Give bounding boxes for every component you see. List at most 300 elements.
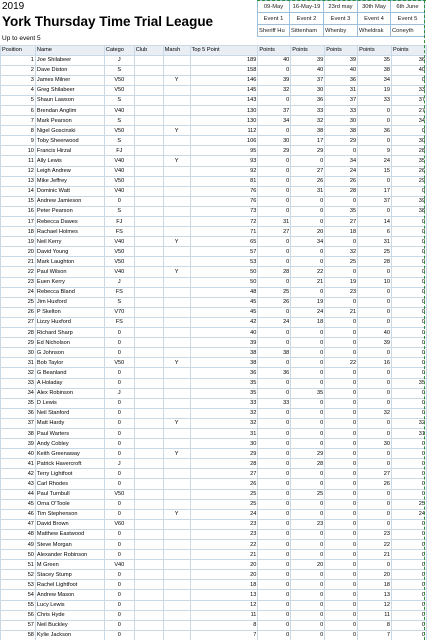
table-cell[interactable]: [134, 277, 163, 287]
table-cell[interactable]: [163, 55, 190, 65]
table-cell[interactable]: 0: [392, 630, 427, 640]
table-cell[interactable]: 0: [258, 519, 291, 529]
table-cell[interactable]: 189: [190, 55, 258, 65]
table-cell[interactable]: 0: [392, 580, 427, 590]
table-cell[interactable]: 20: [190, 560, 258, 570]
table-cell[interactable]: 0: [291, 620, 325, 630]
table-cell[interactable]: 27: [392, 105, 427, 115]
table-cell[interactable]: 0: [325, 398, 358, 408]
table-cell[interactable]: 0: [325, 610, 358, 620]
table-cell[interactable]: Y: [163, 126, 190, 136]
table-cell[interactable]: 0: [104, 338, 134, 348]
table-cell[interactable]: [163, 186, 190, 196]
table-cell[interactable]: 0: [325, 418, 358, 428]
table-cell[interactable]: 0: [325, 600, 358, 610]
table-cell[interactable]: 0: [325, 540, 358, 550]
points-header[interactable]: Points: [358, 46, 392, 56]
table-cell[interactable]: [134, 307, 163, 317]
table-cell[interactable]: 29: [325, 136, 358, 146]
table-cell[interactable]: 0: [392, 408, 427, 418]
event-venue-cell[interactable]: Whenby: [324, 25, 358, 37]
table-cell[interactable]: 0: [104, 408, 134, 418]
table-cell[interactable]: 0: [358, 307, 392, 317]
table-cell[interactable]: 18: [190, 580, 258, 590]
table-cell[interactable]: 2: [1, 65, 36, 75]
table-cell[interactable]: 0: [104, 630, 134, 640]
table-cell[interactable]: 39: [325, 55, 358, 65]
table-cell[interactable]: 0: [325, 489, 358, 499]
table-cell[interactable]: [134, 469, 163, 479]
table-cell[interactable]: 40: [392, 65, 427, 75]
table-cell[interactable]: 0: [392, 398, 427, 408]
table-cell[interactable]: Nigel Goscinski: [35, 126, 104, 136]
table-cell[interactable]: 0: [392, 550, 427, 560]
table-cell[interactable]: 24: [1, 287, 36, 297]
table-cell[interactable]: [163, 519, 190, 529]
table-cell[interactable]: 32: [392, 418, 427, 428]
table-cell[interactable]: 56: [1, 610, 36, 620]
table-cell[interactable]: 0: [392, 328, 427, 338]
table-cell[interactable]: Ally Lewis: [35, 156, 104, 166]
table-cell[interactable]: Euen Kerry: [35, 277, 104, 287]
table-cell[interactable]: 22: [358, 540, 392, 550]
points-header[interactable]: Points: [392, 46, 427, 56]
table-cell[interactable]: 38: [190, 348, 258, 358]
points-header[interactable]: Points: [291, 46, 325, 56]
table-cell[interactable]: Rebecca Dawes: [35, 217, 104, 227]
table-cell[interactable]: [163, 590, 190, 600]
table-cell[interactable]: 0: [258, 529, 291, 539]
table-cell[interactable]: [134, 126, 163, 136]
table-cell[interactable]: 0: [258, 489, 291, 499]
table-cell[interactable]: 0: [325, 499, 358, 509]
table-cell[interactable]: 0: [291, 287, 325, 297]
table-cell[interactable]: 39: [1, 439, 36, 449]
table-cell[interactable]: [163, 408, 190, 418]
table-cell[interactable]: 28: [358, 257, 392, 267]
table-cell[interactable]: 35: [392, 156, 427, 166]
table-cell[interactable]: 0: [258, 459, 291, 469]
event-venue-cell[interactable]: Coneyth: [391, 25, 425, 37]
table-cell[interactable]: 24: [190, 509, 258, 519]
table-cell[interactable]: 146: [190, 75, 258, 85]
table-cell[interactable]: 52: [1, 570, 36, 580]
table-cell[interactable]: [163, 206, 190, 216]
table-cell[interactable]: 22: [1, 267, 36, 277]
table-cell[interactable]: [134, 55, 163, 65]
table-cell[interactable]: 0: [392, 560, 427, 570]
table-cell[interactable]: Y: [163, 418, 190, 428]
table-cell[interactable]: [134, 196, 163, 206]
table-cell[interactable]: 20: [291, 227, 325, 237]
table-cell[interactable]: 0: [392, 620, 427, 630]
table-cell[interactable]: 0: [325, 580, 358, 590]
table-cell[interactable]: 31: [190, 428, 258, 438]
table-cell[interactable]: [163, 95, 190, 105]
table-cell[interactable]: 0: [325, 338, 358, 348]
table-cell[interactable]: 41: [1, 459, 36, 469]
table-cell[interactable]: 26: [358, 479, 392, 489]
table-cell[interactable]: 35: [325, 206, 358, 216]
column-header[interactable]: Catego: [104, 46, 134, 56]
table-cell[interactable]: [163, 620, 190, 630]
table-cell[interactable]: 35: [392, 378, 427, 388]
table-cell[interactable]: 35: [190, 388, 258, 398]
table-cell[interactable]: 0: [258, 237, 291, 247]
table-cell[interactable]: Leigh Andrew: [35, 166, 104, 176]
table-cell[interactable]: [163, 307, 190, 317]
table-cell[interactable]: 34: [258, 116, 291, 126]
table-cell[interactable]: 36: [1, 408, 36, 418]
table-cell[interactable]: [163, 227, 190, 237]
table-cell[interactable]: 0: [325, 630, 358, 640]
table-cell[interactable]: Steve Morgan: [35, 540, 104, 550]
table-cell[interactable]: 16: [358, 358, 392, 368]
table-cell[interactable]: David Young: [35, 247, 104, 257]
table-cell[interactable]: 34: [392, 116, 427, 126]
table-cell[interactable]: 43: [1, 479, 36, 489]
table-cell[interactable]: 57: [190, 247, 258, 257]
table-cell[interactable]: 0: [392, 439, 427, 449]
table-cell[interactable]: [163, 398, 190, 408]
table-cell[interactable]: Matt Hardy: [35, 418, 104, 428]
table-cell[interactable]: 15: [1, 196, 36, 206]
table-cell[interactable]: 0: [258, 307, 291, 317]
table-cell[interactable]: FJ: [104, 146, 134, 156]
table-cell[interactable]: Terry Lightfoot: [35, 469, 104, 479]
table-cell[interactable]: 28: [190, 459, 258, 469]
table-cell[interactable]: [163, 297, 190, 307]
table-cell[interactable]: S: [104, 136, 134, 146]
event-date-cell[interactable]: 09-May: [258, 1, 290, 13]
table-cell[interactable]: [134, 610, 163, 620]
table-cell[interactable]: 40: [190, 328, 258, 338]
table-cell[interactable]: 0: [258, 600, 291, 610]
table-cell[interactable]: 130: [190, 105, 258, 115]
table-cell[interactable]: [163, 469, 190, 479]
table-cell[interactable]: 38: [358, 65, 392, 75]
table-cell[interactable]: 0: [392, 317, 427, 327]
table-cell[interactable]: 7: [190, 630, 258, 640]
table-cell[interactable]: 1: [1, 55, 36, 65]
table-cell[interactable]: [163, 65, 190, 75]
table-cell[interactable]: 6: [1, 105, 36, 115]
table-cell[interactable]: 23: [1, 277, 36, 287]
table-cell[interactable]: 0: [358, 136, 392, 146]
table-cell[interactable]: 29: [258, 146, 291, 156]
table-cell[interactable]: [134, 75, 163, 85]
table-cell[interactable]: 0: [291, 196, 325, 206]
table-cell[interactable]: [163, 459, 190, 469]
table-cell[interactable]: 0: [358, 378, 392, 388]
table-cell[interactable]: [134, 489, 163, 499]
table-cell[interactable]: 36: [325, 75, 358, 85]
table-cell[interactable]: [134, 317, 163, 327]
table-cell[interactable]: Rachel Lightfoot: [35, 580, 104, 590]
table-cell[interactable]: 0: [291, 378, 325, 388]
table-cell[interactable]: [134, 186, 163, 196]
table-cell[interactable]: [134, 217, 163, 227]
table-cell[interactable]: 0: [358, 206, 392, 216]
table-cell[interactable]: 9: [358, 146, 392, 156]
table-cell[interactable]: 17: [291, 136, 325, 146]
table-cell[interactable]: 40: [358, 328, 392, 338]
table-cell[interactable]: [134, 449, 163, 459]
table-cell[interactable]: 0: [325, 529, 358, 539]
table-cell[interactable]: 54: [1, 590, 36, 600]
table-cell[interactable]: [134, 499, 163, 509]
table-cell[interactable]: 42: [190, 317, 258, 327]
table-cell[interactable]: 0: [258, 206, 291, 216]
table-cell[interactable]: Tim Stephenson: [35, 509, 104, 519]
table-cell[interactable]: 33: [190, 398, 258, 408]
table-cell[interactable]: 17: [358, 186, 392, 196]
table-cell[interactable]: 0: [291, 428, 325, 438]
table-cell[interactable]: [134, 398, 163, 408]
table-cell[interactable]: David Brown: [35, 519, 104, 529]
table-cell[interactable]: Stacey Stump: [35, 570, 104, 580]
table-cell[interactable]: [163, 277, 190, 287]
table-cell[interactable]: 0: [325, 459, 358, 469]
table-cell[interactable]: 0: [258, 247, 291, 257]
table-cell[interactable]: 0: [392, 75, 427, 85]
table-cell[interactable]: Lucy Lewis: [35, 600, 104, 610]
table-cell[interactable]: 24: [392, 509, 427, 519]
table-cell[interactable]: [163, 176, 190, 186]
table-cell[interactable]: [134, 439, 163, 449]
table-cell[interactable]: [163, 105, 190, 115]
table-cell[interactable]: 0: [258, 428, 291, 438]
table-cell[interactable]: 0: [325, 439, 358, 449]
table-cell[interactable]: 0: [358, 398, 392, 408]
table-cell[interactable]: 27: [1, 317, 36, 327]
table-cell[interactable]: [134, 338, 163, 348]
table-cell[interactable]: 0: [104, 540, 134, 550]
table-cell[interactable]: 0: [258, 439, 291, 449]
table-cell[interactable]: 35: [1, 398, 36, 408]
table-cell[interactable]: 0: [258, 540, 291, 550]
table-cell[interactable]: 0: [358, 489, 392, 499]
table-cell[interactable]: 27: [358, 469, 392, 479]
table-cell[interactable]: 21: [291, 277, 325, 287]
table-cell[interactable]: [134, 378, 163, 388]
table-cell[interactable]: 25: [325, 257, 358, 267]
table-cell[interactable]: 37: [392, 95, 427, 105]
table-cell[interactable]: 27: [325, 217, 358, 227]
table-cell[interactable]: 38: [325, 126, 358, 136]
table-cell[interactable]: 49: [1, 540, 36, 550]
table-cell[interactable]: [163, 540, 190, 550]
table-cell[interactable]: [163, 247, 190, 257]
table-cell[interactable]: 0: [392, 590, 427, 600]
table-cell[interactable]: 0: [258, 499, 291, 509]
table-cell[interactable]: 73: [190, 206, 258, 216]
table-cell[interactable]: 37: [325, 95, 358, 105]
table-cell[interactable]: Francis Hirzal: [35, 146, 104, 156]
table-cell[interactable]: [163, 378, 190, 388]
table-cell[interactable]: 15: [358, 166, 392, 176]
event-venue-cell[interactable]: Sheriff Hu: [258, 25, 290, 37]
table-cell[interactable]: [163, 348, 190, 358]
table-cell[interactable]: [134, 297, 163, 307]
table-cell[interactable]: 21: [358, 550, 392, 560]
table-cell[interactable]: 33: [325, 105, 358, 115]
table-cell[interactable]: Matthew Eastwood: [35, 529, 104, 539]
event-event-cell[interactable]: Event 5: [391, 13, 425, 25]
table-cell[interactable]: 0: [291, 479, 325, 489]
table-cell[interactable]: 25: [1, 297, 36, 307]
table-cell[interactable]: 30: [190, 439, 258, 449]
table-cell[interactable]: James Milner: [35, 75, 104, 85]
table-cell[interactable]: [134, 358, 163, 368]
table-cell[interactable]: Paul Warters: [35, 428, 104, 438]
table-cell[interactable]: Peter Pearson: [35, 206, 104, 216]
table-cell[interactable]: 0: [325, 378, 358, 388]
table-cell[interactable]: 26: [291, 176, 325, 186]
table-cell[interactable]: 0: [392, 338, 427, 348]
table-cell[interactable]: 19: [1, 237, 36, 247]
table-cell[interactable]: 48: [1, 529, 36, 539]
table-cell[interactable]: S: [104, 65, 134, 75]
table-cell[interactable]: 0: [358, 449, 392, 459]
table-cell[interactable]: [134, 519, 163, 529]
table-cell[interactable]: 23: [190, 529, 258, 539]
table-cell[interactable]: 26: [1, 307, 36, 317]
table-cell[interactable]: 0: [104, 328, 134, 338]
table-cell[interactable]: 0: [392, 307, 427, 317]
table-cell[interactable]: 0: [258, 328, 291, 338]
table-cell[interactable]: 0: [258, 580, 291, 590]
table-cell[interactable]: [163, 116, 190, 126]
column-header[interactable]: Marsh: [163, 46, 190, 56]
table-cell[interactable]: 0: [104, 570, 134, 580]
table-cell[interactable]: P Skelton: [35, 307, 104, 317]
table-cell[interactable]: 0: [325, 428, 358, 438]
table-cell[interactable]: Y: [163, 509, 190, 519]
table-cell[interactable]: 18: [325, 227, 358, 237]
table-cell[interactable]: [134, 570, 163, 580]
table-cell[interactable]: 30: [291, 85, 325, 95]
table-cell[interactable]: [134, 166, 163, 176]
table-cell[interactable]: [163, 529, 190, 539]
table-cell[interactable]: 0: [358, 267, 392, 277]
event-event-cell[interactable]: Event 3: [324, 13, 358, 25]
table-cell[interactable]: Richard Sharp: [35, 328, 104, 338]
table-cell[interactable]: 18: [291, 317, 325, 327]
table-cell[interactable]: [163, 570, 190, 580]
table-cell[interactable]: 42: [1, 469, 36, 479]
table-cell[interactable]: 22: [291, 267, 325, 277]
table-cell[interactable]: 26: [258, 297, 291, 307]
table-cell[interactable]: FS: [104, 227, 134, 237]
table-cell[interactable]: V50: [104, 85, 134, 95]
table-cell[interactable]: 33: [291, 105, 325, 115]
table-cell[interactable]: [163, 338, 190, 348]
table-cell[interactable]: Keith Greenaway: [35, 449, 104, 459]
table-cell[interactable]: 0: [325, 519, 358, 529]
table-cell[interactable]: 0: [258, 560, 291, 570]
table-cell[interactable]: 0: [291, 206, 325, 216]
table-cell[interactable]: [134, 247, 163, 257]
table-cell[interactable]: 0: [258, 358, 291, 368]
table-cell[interactable]: 0: [258, 378, 291, 388]
table-cell[interactable]: [134, 287, 163, 297]
table-cell[interactable]: 0: [392, 126, 427, 136]
table-cell[interactable]: Andy Cobley: [35, 439, 104, 449]
table-cell[interactable]: [134, 116, 163, 126]
table-cell[interactable]: 33: [392, 85, 427, 95]
table-cell[interactable]: 0: [291, 408, 325, 418]
table-cell[interactable]: 0: [258, 570, 291, 580]
table-cell[interactable]: J: [104, 55, 134, 65]
table-cell[interactable]: 0: [258, 257, 291, 267]
table-cell[interactable]: 36: [392, 55, 427, 65]
table-cell[interactable]: [163, 257, 190, 267]
table-cell[interactable]: J: [104, 388, 134, 398]
table-cell[interactable]: [134, 227, 163, 237]
table-cell[interactable]: 0: [392, 277, 427, 287]
table-cell[interactable]: 38: [392, 206, 427, 216]
table-cell[interactable]: 0: [104, 590, 134, 600]
table-cell[interactable]: 18: [358, 580, 392, 590]
table-cell[interactable]: 44: [1, 489, 36, 499]
table-cell[interactable]: 28: [258, 267, 291, 277]
table-cell[interactable]: 0: [358, 560, 392, 570]
table-cell[interactable]: 0: [258, 388, 291, 398]
table-cell[interactable]: 39: [291, 55, 325, 65]
table-cell[interactable]: 0: [291, 499, 325, 509]
table-cell[interactable]: Y: [163, 237, 190, 247]
table-cell[interactable]: Rachael Holmes: [35, 227, 104, 237]
table-cell[interactable]: 40: [1, 449, 36, 459]
table-cell[interactable]: 0: [258, 277, 291, 287]
event-event-cell[interactable]: Event 4: [358, 13, 391, 25]
table-cell[interactable]: 33: [258, 398, 291, 408]
table-cell[interactable]: 0: [325, 368, 358, 378]
table-cell[interactable]: 23: [325, 287, 358, 297]
table-cell[interactable]: 21: [190, 550, 258, 560]
table-cell[interactable]: 23: [358, 529, 392, 539]
table-cell[interactable]: Andrew Jamieson: [35, 196, 104, 206]
table-cell[interactable]: 72: [190, 217, 258, 227]
table-cell[interactable]: [163, 610, 190, 620]
table-cell[interactable]: 76: [190, 186, 258, 196]
table-cell[interactable]: 0: [325, 560, 358, 570]
table-cell[interactable]: 32: [325, 247, 358, 257]
table-cell[interactable]: 8: [1, 126, 36, 136]
table-cell[interactable]: 0: [291, 540, 325, 550]
table-cell[interactable]: 13: [358, 590, 392, 600]
table-cell[interactable]: 31: [325, 85, 358, 95]
table-cell[interactable]: V40: [104, 560, 134, 570]
table-cell[interactable]: 0: [258, 469, 291, 479]
table-cell[interactable]: 106: [190, 136, 258, 146]
table-cell[interactable]: 0: [358, 519, 392, 529]
table-cell[interactable]: 0: [291, 156, 325, 166]
table-cell[interactable]: V50: [104, 358, 134, 368]
table-cell[interactable]: 12: [358, 600, 392, 610]
table-cell[interactable]: 28: [325, 186, 358, 196]
table-cell[interactable]: 0: [358, 105, 392, 115]
table-cell[interactable]: S: [104, 206, 134, 216]
table-cell[interactable]: [134, 237, 163, 247]
table-cell[interactable]: 55: [1, 600, 36, 610]
table-cell[interactable]: 92: [190, 166, 258, 176]
table-cell[interactable]: 14: [358, 217, 392, 227]
table-cell[interactable]: [163, 439, 190, 449]
table-cell[interactable]: 45: [190, 297, 258, 307]
table-cell[interactable]: 0: [258, 126, 291, 136]
